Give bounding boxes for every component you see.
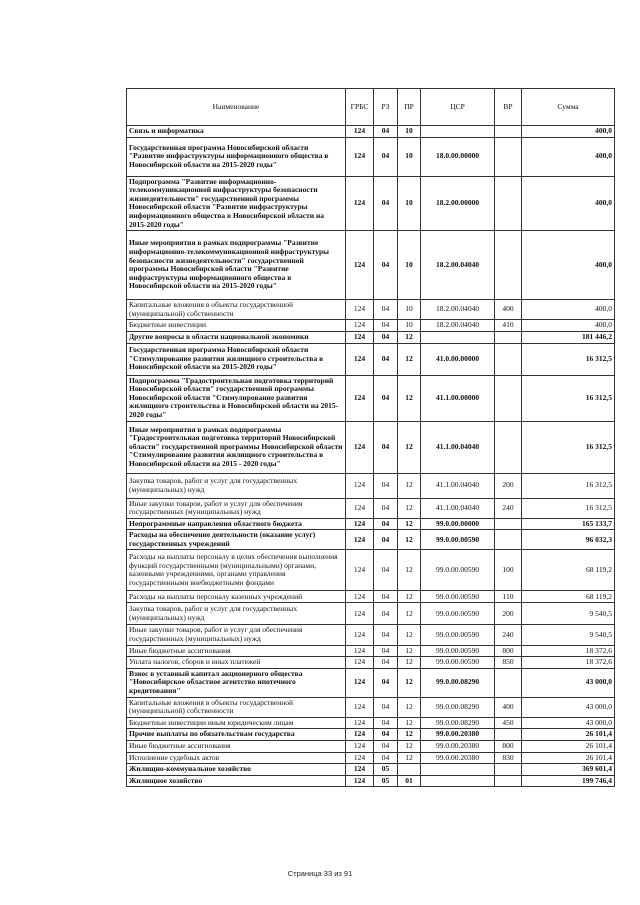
cell-grbs: 124 (346, 717, 374, 729)
cell-name: Капитальные вложения в объекты государственной (муниципальной) собственности (127, 697, 346, 717)
cell-sum: 26 101,4 (522, 741, 615, 753)
cell-grbs: 124 (346, 300, 374, 320)
cell-name: Иные мероприятия в рамках подпрограммы "Развитие информационно-телекоммуникационной инфраструктуры безопасности жизнедеятельности" государственной программы Новосибирской области "Развитие инфраструктуры информационного общества в Новосибирской области на 2015-2020 годы" (127, 231, 346, 300)
cell-name: Исполнение судебных актов (127, 752, 346, 764)
cell-name: Другие вопросы в области национальной экономики (127, 331, 346, 343)
cell-name: Жилищное хозяйство (127, 775, 346, 787)
cell-grbs: 124 (346, 603, 374, 625)
cell-csr: 41.1.00.00000 (421, 375, 495, 421)
cell-vr (495, 421, 522, 473)
cell-pr: 12 (398, 603, 421, 625)
cell-name: Расходы на обеспечение деятельности (оказание услуг) государственных учреждений (127, 530, 346, 550)
cell-rz: 05 (374, 764, 398, 776)
cell-pr: 12 (398, 717, 421, 729)
cell-vr (495, 375, 522, 421)
cell-name: Бюджетные инвестиции (127, 320, 346, 332)
cell-sum: 400,0 (522, 176, 615, 231)
cell-pr: 12 (398, 657, 421, 669)
cell-rz: 04 (374, 473, 398, 498)
cell-rz: 04 (374, 498, 398, 518)
cell-rz: 04 (374, 331, 398, 343)
cell-pr: 10 (398, 300, 421, 320)
cell-vr: 830 (495, 752, 522, 764)
cell-rz: 04 (374, 137, 398, 176)
header-name: Наименование (127, 89, 346, 126)
cell-rz: 04 (374, 717, 398, 729)
cell-name: Уплата налогов, сборов и иных платежей (127, 657, 346, 669)
cell-name: Связь и информатика (127, 126, 346, 138)
cell-grbs: 124 (346, 741, 374, 753)
cell-grbs: 124 (346, 137, 374, 176)
cell-name: Подпрограмма "Градостроительная подготовка территорий Новосибирской области" государственной программы Новосибирской области "Стимулирование развития жилищного строительства в Новосибирской области на 2015-2020 годы" (127, 375, 346, 421)
table-row (127, 126, 615, 138)
cell-grbs: 124 (346, 473, 374, 498)
cell-sum: 16 312,5 (522, 375, 615, 421)
cell-name: Иные закупки товаров, работ и услуг для обеспечения государственных (муниципальных) нужд (127, 498, 346, 518)
table-row (127, 473, 615, 498)
table-row (127, 717, 615, 729)
cell-grbs: 124 (346, 668, 374, 697)
cell-name: Закупка товаров, работ и услуг для государственных (муниципальных) нужд (127, 473, 346, 498)
cell-csr: 99.0.00.00590 (421, 645, 495, 657)
cell-csr: 18.2.00.04040 (421, 300, 495, 320)
cell-name: Подпрограмма "Развитие информационно-телекоммуникационной инфраструктуры безопасности жизнедеятельности" государственной программы Новосибирской области "Развитие инфраструктуры информационного общества в Новосибирской области на 2015-2020 годы" (127, 176, 346, 231)
table-row (127, 375, 615, 421)
cell-sum: 400,0 (522, 126, 615, 138)
header-pr: ПР (398, 89, 421, 126)
cell-grbs: 124 (346, 518, 374, 530)
cell-csr: 18.2.00.00000 (421, 176, 495, 231)
cell-csr: 99.0.00.00590 (421, 603, 495, 625)
cell-sum: 9 540,5 (522, 603, 615, 625)
cell-grbs: 124 (346, 752, 374, 764)
cell-grbs: 124 (346, 729, 374, 741)
table-row (127, 775, 615, 787)
cell-name: Государственная программа Новосибирской области "Стимулирование развития жилищного строительства в Новосибирской области на 2015-2020 годы" (127, 343, 346, 375)
cell-csr: 99.0.00.00000 (421, 518, 495, 530)
cell-vr (495, 729, 522, 741)
cell-name: Иные мероприятия в рамках подпрограммы "Градостроительная подготовка территорий Новосибирской области" государственной программы Новосибирской области "Стимулирование развития жилищного строительства в Новосибирской области на 2015 - 2020 годы" (127, 421, 346, 473)
cell-pr: 12 (398, 625, 421, 645)
cell-vr (495, 126, 522, 138)
cell-pr: 10 (398, 231, 421, 300)
cell-sum: 9 540,5 (522, 625, 615, 645)
header-rz: РЗ (374, 89, 398, 126)
cell-csr: 99.0.00.08290 (421, 697, 495, 717)
cell-pr: 12 (398, 729, 421, 741)
cell-pr: 12 (398, 530, 421, 550)
cell-pr: 12 (398, 518, 421, 530)
cell-sum: 16 312,5 (522, 343, 615, 375)
table-row (127, 764, 615, 776)
cell-name: Иные бюджетные ассигнования (127, 645, 346, 657)
cell-csr: 99.0.00.20380 (421, 752, 495, 764)
cell-pr: 10 (398, 137, 421, 176)
cell-grbs: 124 (346, 645, 374, 657)
cell-csr: 18.2.00.04040 (421, 320, 495, 332)
cell-pr: 12 (398, 645, 421, 657)
cell-pr (398, 764, 421, 776)
cell-grbs: 124 (346, 375, 374, 421)
cell-rz: 04 (374, 668, 398, 697)
cell-sum: 43 000,0 (522, 668, 615, 697)
cell-csr: 99.0.00.08290 (421, 668, 495, 697)
cell-sum: 400,0 (522, 137, 615, 176)
cell-pr: 10 (398, 320, 421, 332)
cell-rz: 04 (374, 518, 398, 530)
cell-grbs: 124 (346, 176, 374, 231)
cell-sum: 16 312,5 (522, 473, 615, 498)
cell-rz: 05 (374, 775, 398, 787)
header-sum: Сумма (522, 89, 615, 126)
cell-sum: 369 601,4 (522, 764, 615, 776)
cell-csr: 41.0.00.00000 (421, 343, 495, 375)
table-body (127, 126, 615, 787)
cell-grbs: 124 (346, 343, 374, 375)
cell-vr: 100 (495, 550, 522, 591)
cell-name: Закупка товаров, работ и услуг для государственных (муниципальных) нужд (127, 603, 346, 625)
cell-sum: 16 312,5 (522, 498, 615, 518)
cell-pr: 01 (398, 775, 421, 787)
cell-pr: 12 (398, 375, 421, 421)
cell-grbs: 124 (346, 775, 374, 787)
cell-name: Расходы на выплаты персоналу казенных учреждений (127, 591, 346, 603)
table-row (127, 603, 615, 625)
page-footer: Страница 33 из 91 (287, 869, 353, 878)
cell-pr: 12 (398, 343, 421, 375)
cell-grbs: 124 (346, 421, 374, 473)
cell-rz: 04 (374, 729, 398, 741)
cell-name: Капитальные вложения в объекты государственной (муниципальной) собственности (127, 300, 346, 320)
cell-vr: 240 (495, 625, 522, 645)
cell-vr: 240 (495, 498, 522, 518)
table-row (127, 300, 615, 320)
cell-vr: 200 (495, 473, 522, 498)
cell-csr: 41.1.00.04040 (421, 498, 495, 518)
cell-vr: 800 (495, 741, 522, 753)
cell-vr (495, 137, 522, 176)
cell-rz: 04 (374, 421, 398, 473)
table-row (127, 697, 615, 717)
cell-csr: 99.0.00.08290 (421, 717, 495, 729)
cell-pr: 12 (398, 473, 421, 498)
table-header-row (127, 89, 615, 126)
cell-vr (495, 331, 522, 343)
cell-sum: 26 101,4 (522, 752, 615, 764)
cell-csr: 99.0.00.00590 (421, 550, 495, 591)
table-row (127, 657, 615, 669)
cell-vr: 400 (495, 300, 522, 320)
table-row (127, 343, 615, 375)
cell-sum: 199 746,4 (522, 775, 615, 787)
cell-pr: 12 (398, 591, 421, 603)
cell-csr (421, 764, 495, 776)
cell-rz: 04 (374, 231, 398, 300)
cell-rz: 04 (374, 320, 398, 332)
cell-vr: 800 (495, 645, 522, 657)
cell-name: Непрограммные направления областного бюджета (127, 518, 346, 530)
cell-rz: 04 (374, 126, 398, 138)
cell-csr: 99.0.00.20380 (421, 741, 495, 753)
cell-vr: 850 (495, 657, 522, 669)
cell-vr (495, 764, 522, 776)
cell-rz: 04 (374, 645, 398, 657)
header-grbs: ГРБС (346, 89, 374, 126)
table-row (127, 752, 615, 764)
cell-name: Государственная программа Новосибирской области "Развитие инфраструктуры информационного общества в Новосибирской области на 2015-2020 годы" (127, 137, 346, 176)
cell-sum: 43 000,0 (522, 697, 615, 717)
cell-vr (495, 176, 522, 231)
cell-csr: 41.1.00.04040 (421, 421, 495, 473)
cell-csr: 99.0.00.00590 (421, 625, 495, 645)
cell-grbs: 124 (346, 697, 374, 717)
cell-vr (495, 518, 522, 530)
table-row (127, 729, 615, 741)
cell-pr: 12 (398, 697, 421, 717)
cell-sum: 165 133,7 (522, 518, 615, 530)
table-row (127, 530, 615, 550)
cell-csr: 99.0.00.20380 (421, 729, 495, 741)
cell-sum: 181 446,2 (522, 331, 615, 343)
header-csr: ЦСР (421, 89, 495, 126)
cell-rz: 04 (374, 752, 398, 764)
cell-grbs: 124 (346, 331, 374, 343)
cell-name: Взнос в уставный капитал акционерного общества "Новосибирское областное агентство ипотечного кредитования" (127, 668, 346, 697)
cell-grbs: 124 (346, 231, 374, 300)
cell-rz: 04 (374, 697, 398, 717)
cell-grbs: 124 (346, 530, 374, 550)
cell-csr: 41.1.00.04040 (421, 473, 495, 498)
cell-grbs: 124 (346, 126, 374, 138)
cell-name: Бюджетные инвестиции иным юридическим лицам (127, 717, 346, 729)
cell-name: Иные закупки товаров, работ и услуг для обеспечения государственных (муниципальных) нужд (127, 625, 346, 645)
cell-pr: 10 (398, 126, 421, 138)
cell-grbs: 124 (346, 498, 374, 518)
cell-vr: 400 (495, 697, 522, 717)
cell-vr: 200 (495, 603, 522, 625)
cell-sum: 96 032,3 (522, 530, 615, 550)
cell-name: Жилищно-коммунальное хозяйство (127, 764, 346, 776)
cell-sum: 16 312,5 (522, 421, 615, 473)
cell-csr (421, 331, 495, 343)
cell-vr: 410 (495, 320, 522, 332)
budget-table (126, 88, 615, 787)
cell-name: Расходы на выплаты персоналу в целях обеспечения выполнения функций государственными (муниципальными) органами, казенными учреждениями, органами управления государственными внебюджетными фондами (127, 550, 346, 591)
cell-vr: 450 (495, 717, 522, 729)
table-row (127, 645, 615, 657)
cell-sum: 26 101,4 (522, 729, 615, 741)
cell-sum: 400,0 (522, 300, 615, 320)
cell-csr (421, 775, 495, 787)
cell-pr: 10 (398, 176, 421, 231)
cell-grbs: 124 (346, 764, 374, 776)
cell-grbs: 124 (346, 657, 374, 669)
cell-pr: 12 (398, 741, 421, 753)
cell-rz: 04 (374, 300, 398, 320)
cell-grbs: 124 (346, 320, 374, 332)
cell-csr: 99.0.00.00590 (421, 591, 495, 603)
cell-rz: 04 (374, 530, 398, 550)
cell-csr: 18.0.00.00000 (421, 137, 495, 176)
cell-sum: 43 000,0 (522, 717, 615, 729)
cell-pr: 12 (398, 752, 421, 764)
cell-csr: 99.0.00.00590 (421, 657, 495, 669)
cell-rz: 04 (374, 657, 398, 669)
cell-rz: 04 (374, 591, 398, 603)
cell-rz: 04 (374, 343, 398, 375)
cell-vr (495, 231, 522, 300)
cell-vr (495, 775, 522, 787)
cell-vr (495, 343, 522, 375)
table-row (127, 320, 615, 332)
table-row (127, 625, 615, 645)
cell-csr: 99.0.00.00590 (421, 530, 495, 550)
cell-pr: 12 (398, 668, 421, 697)
table-row (127, 231, 615, 300)
cell-rz: 04 (374, 375, 398, 421)
cell-grbs: 124 (346, 625, 374, 645)
table-row (127, 550, 615, 591)
cell-name: Прочие выплаты по обязательствам государства (127, 729, 346, 741)
cell-name: Иные бюджетные ассигнования (127, 741, 346, 753)
table-row (127, 668, 615, 697)
table-row (127, 498, 615, 518)
cell-vr (495, 530, 522, 550)
cell-csr (421, 126, 495, 138)
cell-grbs: 124 (346, 550, 374, 591)
cell-sum: 18 372,6 (522, 657, 615, 669)
cell-pr: 12 (398, 550, 421, 591)
header-vr: ВР (495, 89, 522, 126)
cell-vr: 110 (495, 591, 522, 603)
cell-pr: 12 (398, 498, 421, 518)
table-row (127, 137, 615, 176)
cell-sum: 400,0 (522, 231, 615, 300)
table-row (127, 331, 615, 343)
cell-pr: 12 (398, 331, 421, 343)
cell-sum: 68 119,2 (522, 550, 615, 591)
cell-csr: 18.2.00.04040 (421, 231, 495, 300)
table-row (127, 741, 615, 753)
cell-rz: 04 (374, 603, 398, 625)
cell-grbs: 124 (346, 591, 374, 603)
cell-rz: 04 (374, 550, 398, 591)
table-row (127, 591, 615, 603)
cell-rz: 04 (374, 176, 398, 231)
cell-sum: 18 372,6 (522, 645, 615, 657)
cell-sum: 400,0 (522, 320, 615, 332)
table-row (127, 421, 615, 473)
table-row (127, 176, 615, 231)
cell-sum: 68 119,2 (522, 591, 615, 603)
cell-pr: 12 (398, 421, 421, 473)
cell-rz: 04 (374, 625, 398, 645)
table-row (127, 518, 615, 530)
cell-rz: 04 (374, 741, 398, 753)
cell-vr (495, 668, 522, 697)
